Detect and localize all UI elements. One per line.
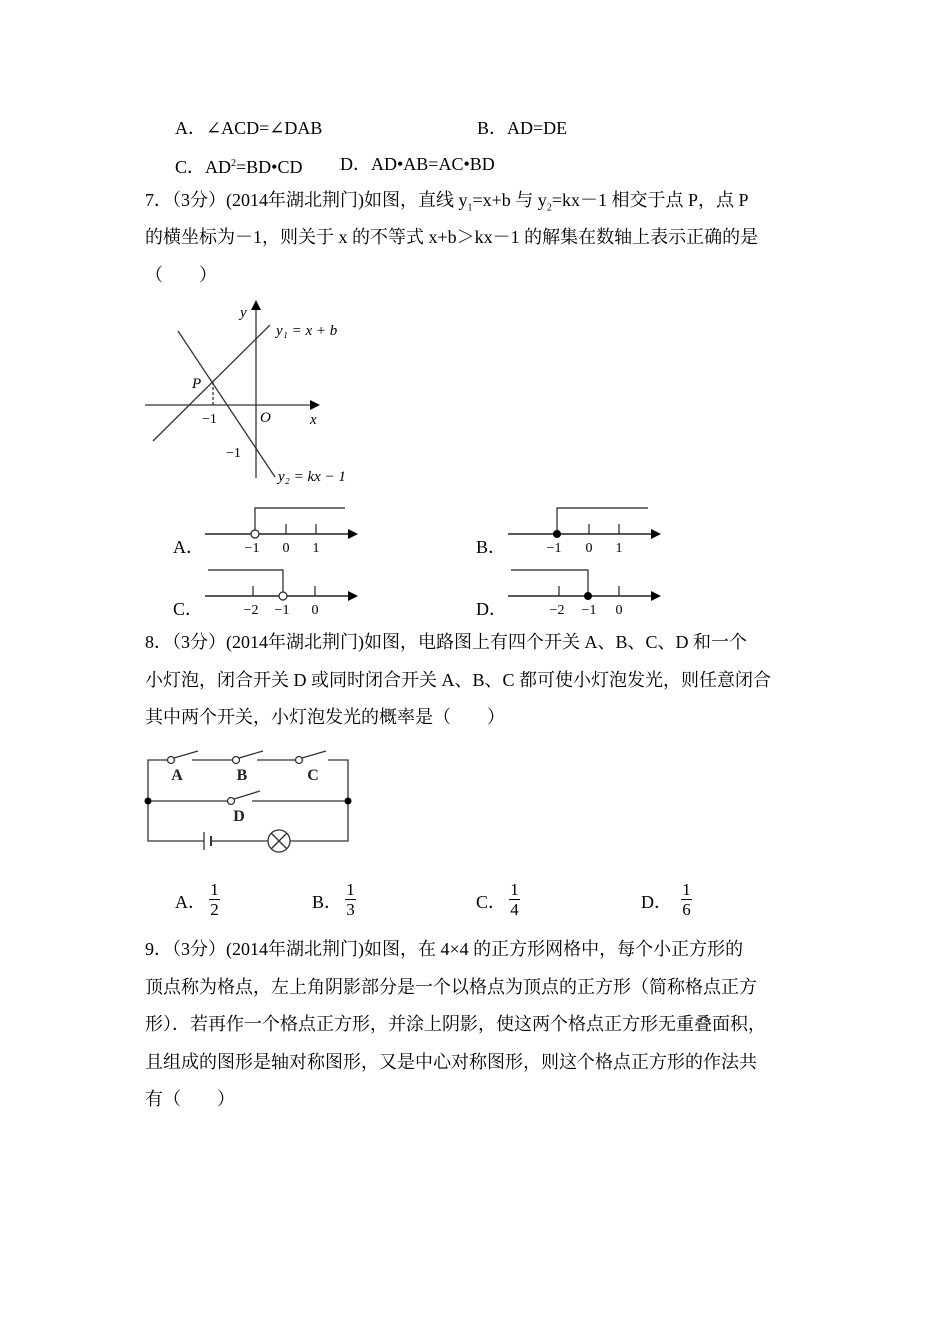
denominator: 6 [682, 900, 691, 919]
q6-option-c-sup: 2 [231, 158, 237, 169]
q6-option-d: D．AD•AB=AC•BD [340, 154, 495, 174]
q8-option-b-label: B． [312, 892, 343, 912]
q7-option-c-label: C． [173, 599, 204, 619]
x-axis-arrow-icon [310, 400, 320, 410]
q8-option-c-fraction [509, 880, 520, 919]
q7-option-a-label: A． [173, 537, 204, 557]
closed-point-icon [584, 592, 592, 600]
tick-label: −2 [243, 603, 259, 618]
q7-stem-line3: （ ） [145, 265, 217, 285]
q7-stem-line1 [145, 188, 749, 221]
denominator: 4 [510, 900, 519, 919]
y-axis-arrow-icon [251, 300, 261, 310]
q7-option-d-numberline [508, 567, 668, 617]
switch-a-pivot-icon [168, 757, 175, 764]
tick-label: −1 [581, 603, 597, 618]
q9-stem-line3: 形）．若再作一个格点正方形，并涂上阴影，使这两个格点正方形无重叠面积， [145, 1014, 766, 1034]
arrow-icon [348, 591, 358, 601]
tick-label: 0 [615, 603, 623, 618]
wire [148, 801, 204, 841]
q8-option-d-label: D． [641, 892, 672, 912]
point-p-label: P [192, 376, 202, 392]
junction-left-icon [145, 798, 152, 805]
junction-right-icon [345, 798, 352, 805]
denominator: 2 [210, 900, 219, 919]
q6-option-c-text2: =BD•CD [236, 157, 303, 177]
x-tick-label: −1 [202, 412, 217, 427]
switch-c-label: C [307, 767, 319, 784]
y-axis-label: y [240, 305, 247, 321]
q7-option-c-numberline [205, 567, 365, 617]
q7-sub: 2 [546, 202, 552, 214]
switch-d-pivot-icon [228, 798, 235, 805]
tick-label: 1 [615, 541, 623, 556]
tick-label: −1 [244, 541, 260, 556]
q6-option-a: A．∠ACD=∠DAB [175, 118, 323, 138]
wire [148, 760, 168, 801]
q8-option-d-fraction [681, 880, 692, 919]
wire [290, 801, 348, 841]
line-y2-label: y₂ = kx − 1 [278, 469, 346, 485]
q9-stem-line1: 9．（3分）(2014年湖北荆门)如图，在 4×4 的正方形网格中，每个小正方形的 [145, 939, 744, 959]
switch-d-label: D [233, 808, 245, 825]
q8-option-b-fraction [345, 880, 356, 919]
arrow-icon [348, 529, 358, 539]
closed-point-icon [553, 530, 561, 538]
x-axis-label: x [310, 412, 317, 428]
q7-stem-line2: 的横坐标为－1，则关于 x 的不等式 x+b＞kx－1 的解集在数轴上表示正确的是 [145, 227, 759, 247]
q8-stem-line2: 小灯泡，闭合开关 D 或同时闭合开关 A、B、C 都可使小灯泡发光，则任意闭合 [145, 670, 772, 690]
switch-c-lever [302, 751, 326, 758]
switch-b-pivot-icon [233, 757, 240, 764]
numerator: 1 [682, 880, 691, 899]
q7-graph-figure [140, 295, 370, 495]
q7-text: =kx－1 相交于点 P，点 P [551, 190, 749, 210]
q7-option-b-label: B． [476, 537, 507, 557]
q7-sub: 1 [467, 202, 473, 214]
y-tick-label: −1 [226, 446, 241, 461]
open-point-icon [251, 530, 259, 538]
switch-b-label: B [236, 767, 248, 784]
numerator: 1 [510, 880, 519, 899]
q7-option-d-label: D． [476, 599, 507, 619]
tick-label: −1 [546, 541, 562, 556]
q7-text: =x+b 与 y [472, 190, 547, 210]
q8-option-c-label: C． [476, 892, 507, 912]
q8-stem-line3: 其中两个开关，小灯泡发光的概率是（ ） [145, 707, 505, 727]
switch-a-label: A [171, 767, 183, 784]
tick-label: 1 [312, 541, 320, 556]
origin-label: O [260, 410, 271, 426]
numerator: 1 [346, 880, 355, 899]
switch-d-lever [234, 791, 260, 799]
switch-b-lever [239, 751, 263, 758]
q7-option-a-numberline [205, 505, 365, 555]
tick-label: 0 [282, 541, 290, 556]
switch-c-pivot-icon [296, 757, 303, 764]
q9-stem-line4: 且组成的图形是轴对称图形，又是中心对称图形，则这个格点正方形的作法共 [145, 1052, 757, 1072]
q8-option-a-fraction [209, 880, 220, 919]
q8-circuit-figure [140, 745, 360, 860]
q9-stem-line2: 顶点称为格点，左上角阴影部分是一个以格点为顶点的正方形（简称格点正方 [145, 977, 757, 997]
arrow-icon [651, 591, 661, 601]
tick-label: 0 [585, 541, 593, 556]
tick-label: −1 [274, 603, 290, 618]
q6-option-c-text: C．AD [175, 157, 232, 177]
tick-label: −2 [549, 603, 565, 618]
q6-option-c [175, 152, 302, 179]
numerator: 1 [210, 880, 219, 899]
denominator: 3 [346, 900, 355, 919]
open-point-icon [279, 592, 287, 600]
line-y1-label: y₁ = x + b [276, 323, 338, 339]
tick-label: 0 [311, 603, 319, 618]
switch-a-lever [174, 751, 198, 758]
q6-option-b: B．AD=DE [477, 118, 568, 138]
arrow-icon [651, 529, 661, 539]
q7-option-b-numberline [508, 505, 668, 555]
q8-stem-line1: 8．（3分）(2014年湖北荆门)如图，电路图上有四个开关 A、B、C、D 和一个 [145, 632, 747, 652]
q8-option-a-label: A． [175, 892, 206, 912]
q7-text: 7．（3分）(2014年湖北荆门)如图，直线 y [145, 190, 468, 210]
wire [328, 760, 348, 801]
q9-stem-line5: 有（ ） [145, 1089, 235, 1109]
